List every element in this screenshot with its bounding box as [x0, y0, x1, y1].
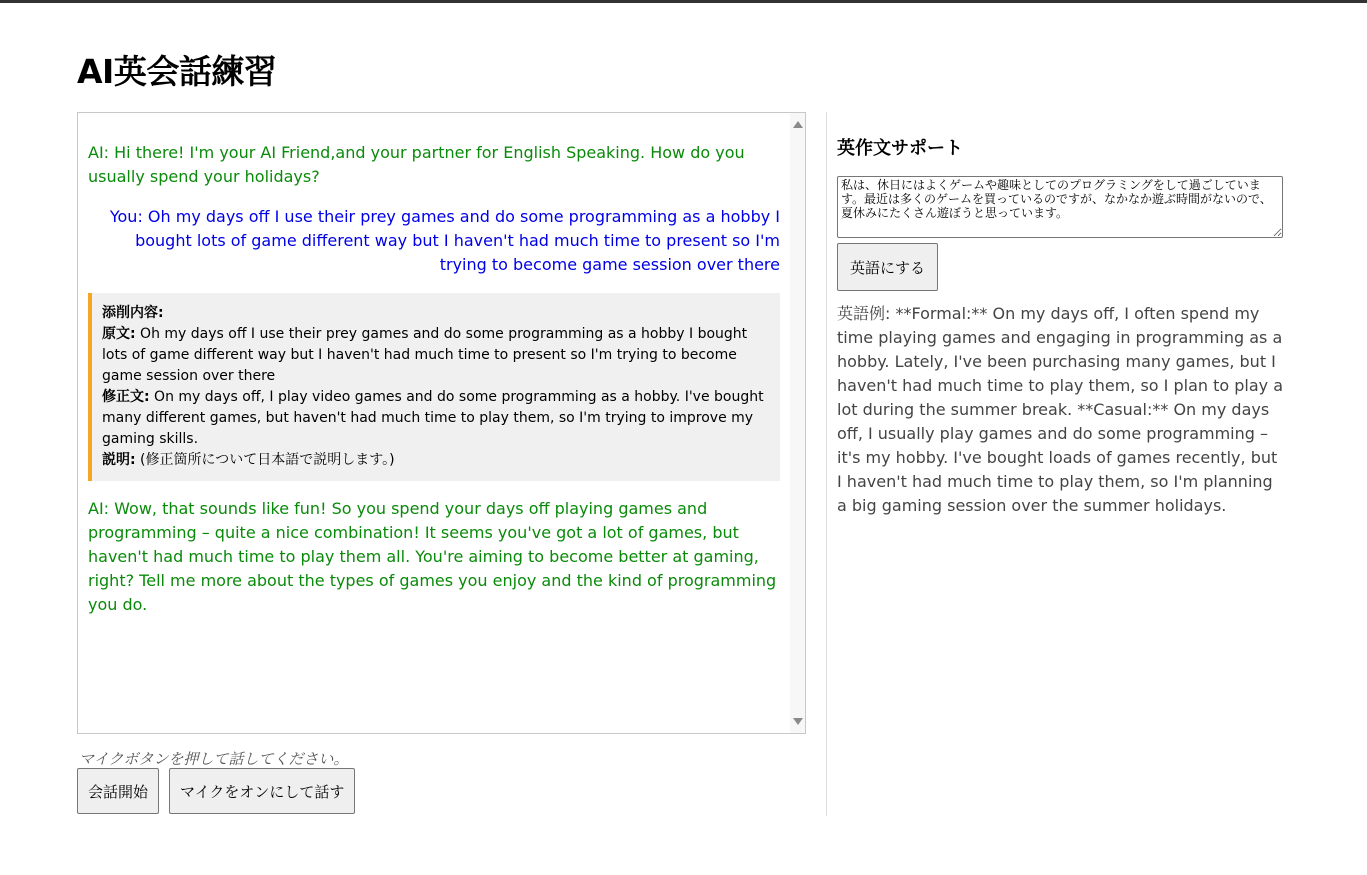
chat-scrollbar[interactable]	[790, 113, 805, 733]
translate-button[interactable]: 英語にする	[837, 243, 938, 291]
mic-on-button[interactable]: マイクをオンにして話す	[169, 768, 355, 814]
explanation-text: (修正箇所について日本語で説明します。)	[135, 452, 395, 468]
revised-text: On my days off, I play video games and do some programming as a hobby. I've bought many different games, but haven't had much time to play them, so I'm trying to improve my gaming skills.	[102, 389, 764, 447]
support-title: 英作文サポート	[837, 138, 963, 159]
revised-label: 修正文:	[102, 389, 150, 405]
mic-hint: マイクボタンを押して話してください。	[79, 750, 349, 768]
japanese-input[interactable]	[837, 176, 1283, 238]
chat-log[interactable]	[77, 112, 806, 734]
user-message: You: Oh my days off I use their prey games and do some programming as a hobby I bought lots of game different way but I haven't had much time to present so I'm trying to become game session over there	[109, 207, 780, 274]
chat-messages	[88, 141, 780, 633]
scroll-down-arrow-icon[interactable]	[793, 718, 803, 725]
explanation-label: 説明:	[102, 452, 136, 468]
column-divider	[826, 112, 827, 816]
english-example-result: 英語例: **Formal:** On my days off, I often spend my time playing games and engaging in programming as a hobby. Lately, I've been purchasing many games, but I haven't had much time to play them, so I plan to play a lot during the summer break. **Casual:** On my days off, I usually play games and do some programming – it's my hobby. I've bought loads of games recently, but I haven't had much time to play them, so I'm planning a big gaming session over the summer holidays.	[837, 304, 1284, 515]
conversation-panel	[77, 112, 806, 801]
correction-heading: 添削内容:	[102, 305, 164, 321]
start-conversation-button[interactable]: 会話開始	[77, 768, 159, 814]
original-label: 原文:	[102, 326, 136, 342]
page-title: AI英会話練習	[77, 52, 277, 91]
correction-box	[88, 293, 780, 481]
original-text: Oh my days off I use their prey games and do some programming as a hobby I bought lots of game different way but I haven't had much time to present so I'm trying to become game session over there	[102, 326, 748, 384]
top-border	[0, 0, 1367, 3]
ai-message: AI: Wow, that sounds like fun! So you spend your days off playing games and programming – quite a nice combination! It seems you've got a lot of games, but haven't had much time to play them all. You're aiming to become better at gaming, right? Tell me more about the types of games you enjoy and the kind of programming you do.	[88, 499, 777, 614]
ai-message: AI: Hi there! I'm your AI Friend,and your partner for English Speaking. How do you usually spend your holidays?	[88, 143, 745, 186]
scroll-up-arrow-icon[interactable]	[793, 121, 803, 128]
